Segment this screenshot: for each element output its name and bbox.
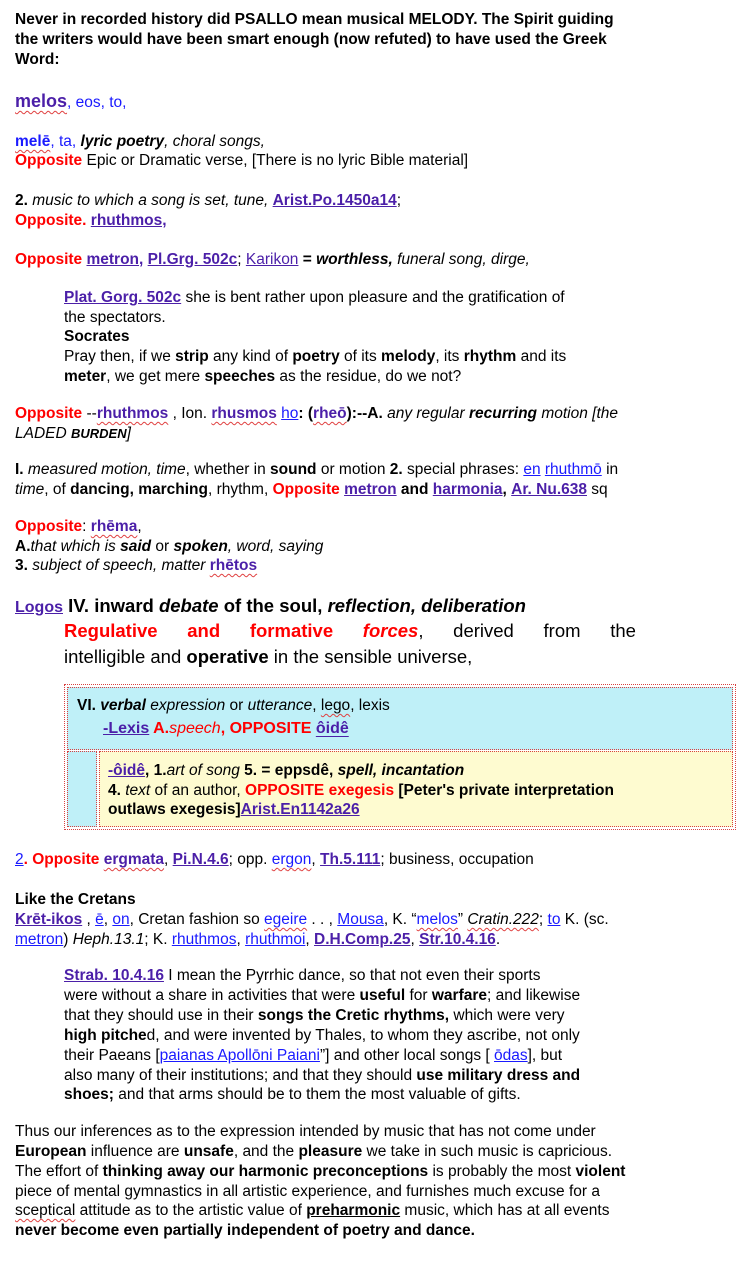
t: any kind of [208,348,293,365]
t: that which is [30,538,121,555]
t: rhythm [463,348,517,365]
quote-line-5 [64,367,461,387]
t: . [495,931,501,948]
t: 5. = eppsdê, [239,762,338,779]
metron-link[interactable]: metron, [86,251,144,268]
opposite-label: Opposite [15,251,83,268]
intro-line-2: the writers would have been smart enough (now refuted) to have used the Greek [15,31,607,48]
t: pleasure [298,1143,363,1160]
t: K. (sc. [560,911,609,928]
ref-pl-grg[interactable]: Pl.Grg. 502c [147,251,238,268]
t: A. [15,538,31,555]
mele-ta: , ta, [50,133,77,150]
t: ) [63,931,73,948]
t: subject of speech, matter [27,557,210,574]
t: 2. [389,461,403,478]
strabo-line-1 [64,966,540,986]
t: Heph.13.1 [72,931,145,948]
t: BURDEN [71,426,127,441]
t: their Paeans [ [64,1047,160,1064]
opposite-label: Opposite [15,152,83,169]
lexis-box-side [67,751,97,827]
rhema-link[interactable]: rhēma [90,518,138,535]
t: ”] and other local songs [ [319,1047,494,1064]
t: . Opposite [23,851,104,868]
t: and [396,481,433,498]
rhuthmos-line-1 [15,404,618,424]
final-line-4: piece of mental gymnastics in all artistic experience, and furnishes much excuse for a [15,1183,600,1200]
t: 4. [108,782,121,799]
t: , [410,931,420,948]
t: The effort of [15,1163,103,1180]
t: motion [the [537,405,619,422]
t: melody [381,348,436,365]
t: sq [586,481,608,498]
t: : ( [298,405,314,422]
rhuthmos-link[interactable]: rhuthmos, [90,212,167,229]
ergmata-line [15,850,534,870]
t: ; opp. [228,851,272,868]
melos-line [15,92,126,113]
ref-ar-nu[interactable]: Ar. Nu.638 [511,481,587,498]
strabo-line-6 [64,1066,580,1086]
ref-str[interactable]: Str.10.4.16 [419,931,496,948]
oide-line-2 [108,781,614,801]
mousa-link[interactable]: Mousa [337,911,384,928]
t: of the sou [218,595,313,616]
strabo-line-7 [64,1085,521,1105]
t: music, which has at all events [400,1202,610,1219]
t: special phrases: [402,461,524,478]
paianas-link[interactable]: paianas Apollōni Paiani [159,1047,320,1064]
ref-dh-comp[interactable]: D.H.Comp.25 [314,931,411,948]
logos-line-2 [64,619,636,643]
t: from [543,620,581,641]
karikon-link[interactable]: Karikon [245,251,299,268]
t: of an author, [150,782,246,799]
t: speech [169,720,221,737]
ref-pi-n[interactable]: Pi.N.4.6 [172,851,229,868]
t: , Cretan fashion so [129,911,265,928]
t: violent [575,1163,626,1180]
t: utterance [247,697,313,714]
t: also many of their institutions; and that they should [64,1067,417,1084]
t: , [82,911,96,928]
melos-rest: , eos, to, [67,94,127,111]
t: influence are [86,1143,184,1160]
strabo-line-5 [64,1046,562,1066]
t: A. [149,720,170,737]
t: , its [435,348,464,365]
t: and that arms should be to them the most valuable of gifts. [113,1086,521,1103]
final-line-6: never become even partially independent of poetry and dance. [15,1222,475,1239]
t: [Peter's private interpretation [394,782,614,799]
measured-line-2 [15,480,608,500]
t: derived [453,620,514,641]
t: poetry [292,348,340,365]
t: which were very [449,1007,565,1024]
ref-arist-po[interactable]: Arist.Po.1450a14 [272,192,397,209]
t: ; and likewise [487,987,581,1004]
t: for [405,987,432,1004]
mele-word[interactable]: melē [15,133,51,150]
t: is probably the most [428,1163,576,1180]
ref-plat-gorg[interactable]: Plat. Gorg. 502c [64,289,182,306]
t: lego [320,697,351,714]
rhuthmos-line-2 [15,424,131,444]
t: VI. [77,697,101,714]
semicolon: ; [237,251,242,268]
t: high pitche [64,1027,147,1044]
strabo-line-2 [64,986,580,1006]
t: I. [15,461,24,478]
t: in the sensible universe, [268,646,473,667]
cretans-heading: Like the Cretans [15,891,136,908]
t: were without a share in activities that were [64,987,360,1004]
egeire-link[interactable]: egeire [264,911,308,928]
e-link[interactable]: ē [95,911,104,928]
t: debate [158,595,219,616]
t: songs the Cretic rhythms, [257,1007,450,1024]
equals: = [298,251,317,268]
t: operative [186,646,269,667]
on-link[interactable]: on [112,911,130,928]
strabo-line-4 [64,1026,580,1046]
t: . . , [307,911,338,928]
t: warfare [431,987,488,1004]
mele-line [15,132,265,152]
t: ], but [527,1047,563,1064]
t: ; [538,911,548,928]
final-line-2 [15,1142,612,1162]
logos-link[interactable]: Logos [15,599,63,616]
t: of its [339,348,382,365]
rhuthmo-link[interactable]: rhuthmō [544,461,602,478]
t: , and the [233,1143,299,1160]
rheo-link[interactable]: rheō [313,405,347,422]
cretans-line-1 [15,910,609,930]
oide-link[interactable]: -ôidê [108,762,146,779]
t: OPPOSITE exegesis [245,782,395,799]
t: , [502,481,507,498]
t: useful [359,987,406,1004]
t: , [137,518,142,535]
t: use military dress and [416,1067,581,1084]
t: art of song [166,762,240,779]
quote-line-2: the spectators. [64,309,166,326]
t: outlaws exegesis] [108,801,241,818]
odas-link[interactable]: ōdas [494,1047,528,1064]
ergmata-link[interactable]: ergmata [103,851,165,868]
t: , 1. [145,762,167,779]
t: recurring [468,405,538,422]
t: thinking away our harmonic preconceptions [102,1163,429,1180]
t: unsafe [183,1143,234,1160]
quote-line-4 [64,347,566,367]
t: IV. inward [63,595,159,616]
t: , Ion. [168,405,212,422]
quote-line-1 [64,288,565,308]
final-line-3 [15,1162,625,1182]
t: Regulative [64,620,158,641]
t: I mean the Pyrrhic dance, so that not even their sports [163,967,541,984]
t: verbal [100,697,146,714]
lexis-line-1 [77,696,390,716]
opposite-line-3 [15,250,530,270]
quote-text: she is bent rather upon pleasure and the gratification of [181,289,565,306]
rhema-line-3 [15,556,257,576]
t: ; business, occupation [380,851,534,868]
t: or [151,538,174,555]
t: , [305,931,315,948]
t: ; K. [144,931,172,948]
t: , lexis [350,697,390,714]
final-line-5 [15,1201,609,1221]
t: reflection, deliberation [327,595,526,616]
t: measured motion, time [23,461,186,478]
t: European [15,1143,87,1160]
final-line-1: Thus our inferences as to the expression intended by music that has not come under [15,1123,596,1140]
t: that they should use in their [64,1007,258,1024]
t: spell, incantation [337,762,465,779]
t: spoken [173,538,228,555]
rhuthmoi-link[interactable]: rhuthmoi [245,931,306,948]
t: , rhythm, [207,481,273,498]
to-link[interactable]: to [547,911,561,928]
t: , [418,620,424,641]
t: , [312,697,321,714]
oide-line-1 [108,761,464,781]
t: intelligible and [64,646,187,667]
t: , K. “ [383,911,417,928]
rhuthmos-link[interactable]: rhuthmos [96,405,169,422]
t: attitude as to the artistic value of [75,1202,307,1219]
harmonia-link[interactable]: harmonia [432,481,503,498]
opposite-label: Opposite [15,518,83,535]
t: , whether in [185,461,271,478]
t: and [187,620,221,641]
t: meter [64,368,107,385]
metron-link[interactable]: metron [344,481,397,498]
rhusmos-link[interactable]: rhusmos [211,405,277,422]
t: -- [82,405,97,422]
logos-line-3 [64,645,472,669]
mele-choral: , choral songs, [164,133,265,150]
t: strip [175,348,209,365]
funeral-song: funeral song, dirge, [392,251,530,268]
music-text: music to which a song is set, tune, [27,192,273,209]
t: speeches [204,368,276,385]
quote-speaker: Socrates [64,328,130,345]
opposite-text: Epic or Dramatic verse, [There is no lyric Bible material] [82,152,469,169]
intro-line-3: Word: [15,51,60,68]
intro-line-1: Never in recorded history did PSALLO mean musical MELODY. The Spirit guiding [15,11,614,28]
rhema-line-2 [15,537,323,557]
t: l, [312,595,328,616]
opposite-line-2 [15,211,167,231]
t: time [15,481,45,498]
t: Pray then, if we [64,348,176,365]
ref-arist-en[interactable]: Arist.En1142a26 [240,801,360,818]
t: or [225,697,248,714]
opposite-label: Opposite [272,481,340,498]
oide-link[interactable]: ôidê [315,720,349,737]
t: or motion [316,461,390,478]
t: Cratin.222 [467,911,539,928]
ergon-link[interactable]: ergon [271,851,312,868]
rhetos-link[interactable]: rhētos [209,557,258,574]
t: and its [516,348,567,365]
t: 3. [15,557,28,574]
t: dancing, marching [70,481,208,498]
t: , we get mere [106,368,205,385]
t: , [164,851,173,868]
rhuthmos-link[interactable]: rhuthmos [171,931,237,948]
lexis-link[interactable]: -Lexis [103,720,150,737]
kretikos-link[interactable]: Krēt-ikos [15,911,83,928]
strabo-line-3 [64,1006,565,1026]
melos-link[interactable]: melos [416,911,458,928]
ho-link[interactable]: ho [281,405,299,422]
t: we take in such music is capricious. [362,1143,613,1160]
worthless: worthless, [316,251,393,268]
t: any regular [382,405,469,422]
opposite-label: Opposite [15,405,83,422]
t: as the residue, do we not? [275,368,462,385]
opposite-line-1 [15,151,468,171]
en-link[interactable]: en [523,461,541,478]
t: preharmonic [306,1202,401,1219]
t: said [120,538,152,555]
t: , [311,851,321,868]
music-line [15,191,401,211]
t: d, and were invented by Thales, to whom they ascribe, not only [146,1027,580,1044]
t: sound [270,461,317,478]
t: text [120,782,151,799]
t: the [610,620,636,641]
measured-line-1 [15,460,618,480]
metron-link[interactable]: metron [15,931,64,948]
t: : [82,518,91,535]
t: in [601,461,619,478]
cretans-line-2 [15,930,500,950]
t: , word, saying [227,538,324,555]
t: expression [145,697,226,714]
oide-line-3 [108,800,360,820]
lexis-line-2 [103,719,349,739]
t: forces [362,620,419,641]
num-2: 2. [15,192,28,209]
semicolon: ; [396,192,401,209]
t: sceptical [15,1202,76,1219]
t: LADED [15,425,71,442]
t: , [103,911,113,928]
t: ] [126,425,131,442]
mele-lyric: lyric poetry [80,133,165,150]
ref-th[interactable]: Th.5.111 [320,851,381,868]
t: , of [44,481,71,498]
ref-strab[interactable]: Strab. 10.4.16 [64,967,164,984]
rhema-line-1 [15,517,142,537]
t: , OPPOSITE [220,720,316,737]
t: formative [249,620,334,641]
opposite-label: Opposite. [15,212,87,229]
t: ” [457,911,468,928]
melos-word[interactable]: melos [15,91,68,111]
t: , [236,931,246,948]
logos-line-1 [15,594,526,620]
t: shoes; [64,1086,114,1103]
t: ):--A. [346,405,383,422]
num-2-link[interactable]: 2 [15,851,24,868]
